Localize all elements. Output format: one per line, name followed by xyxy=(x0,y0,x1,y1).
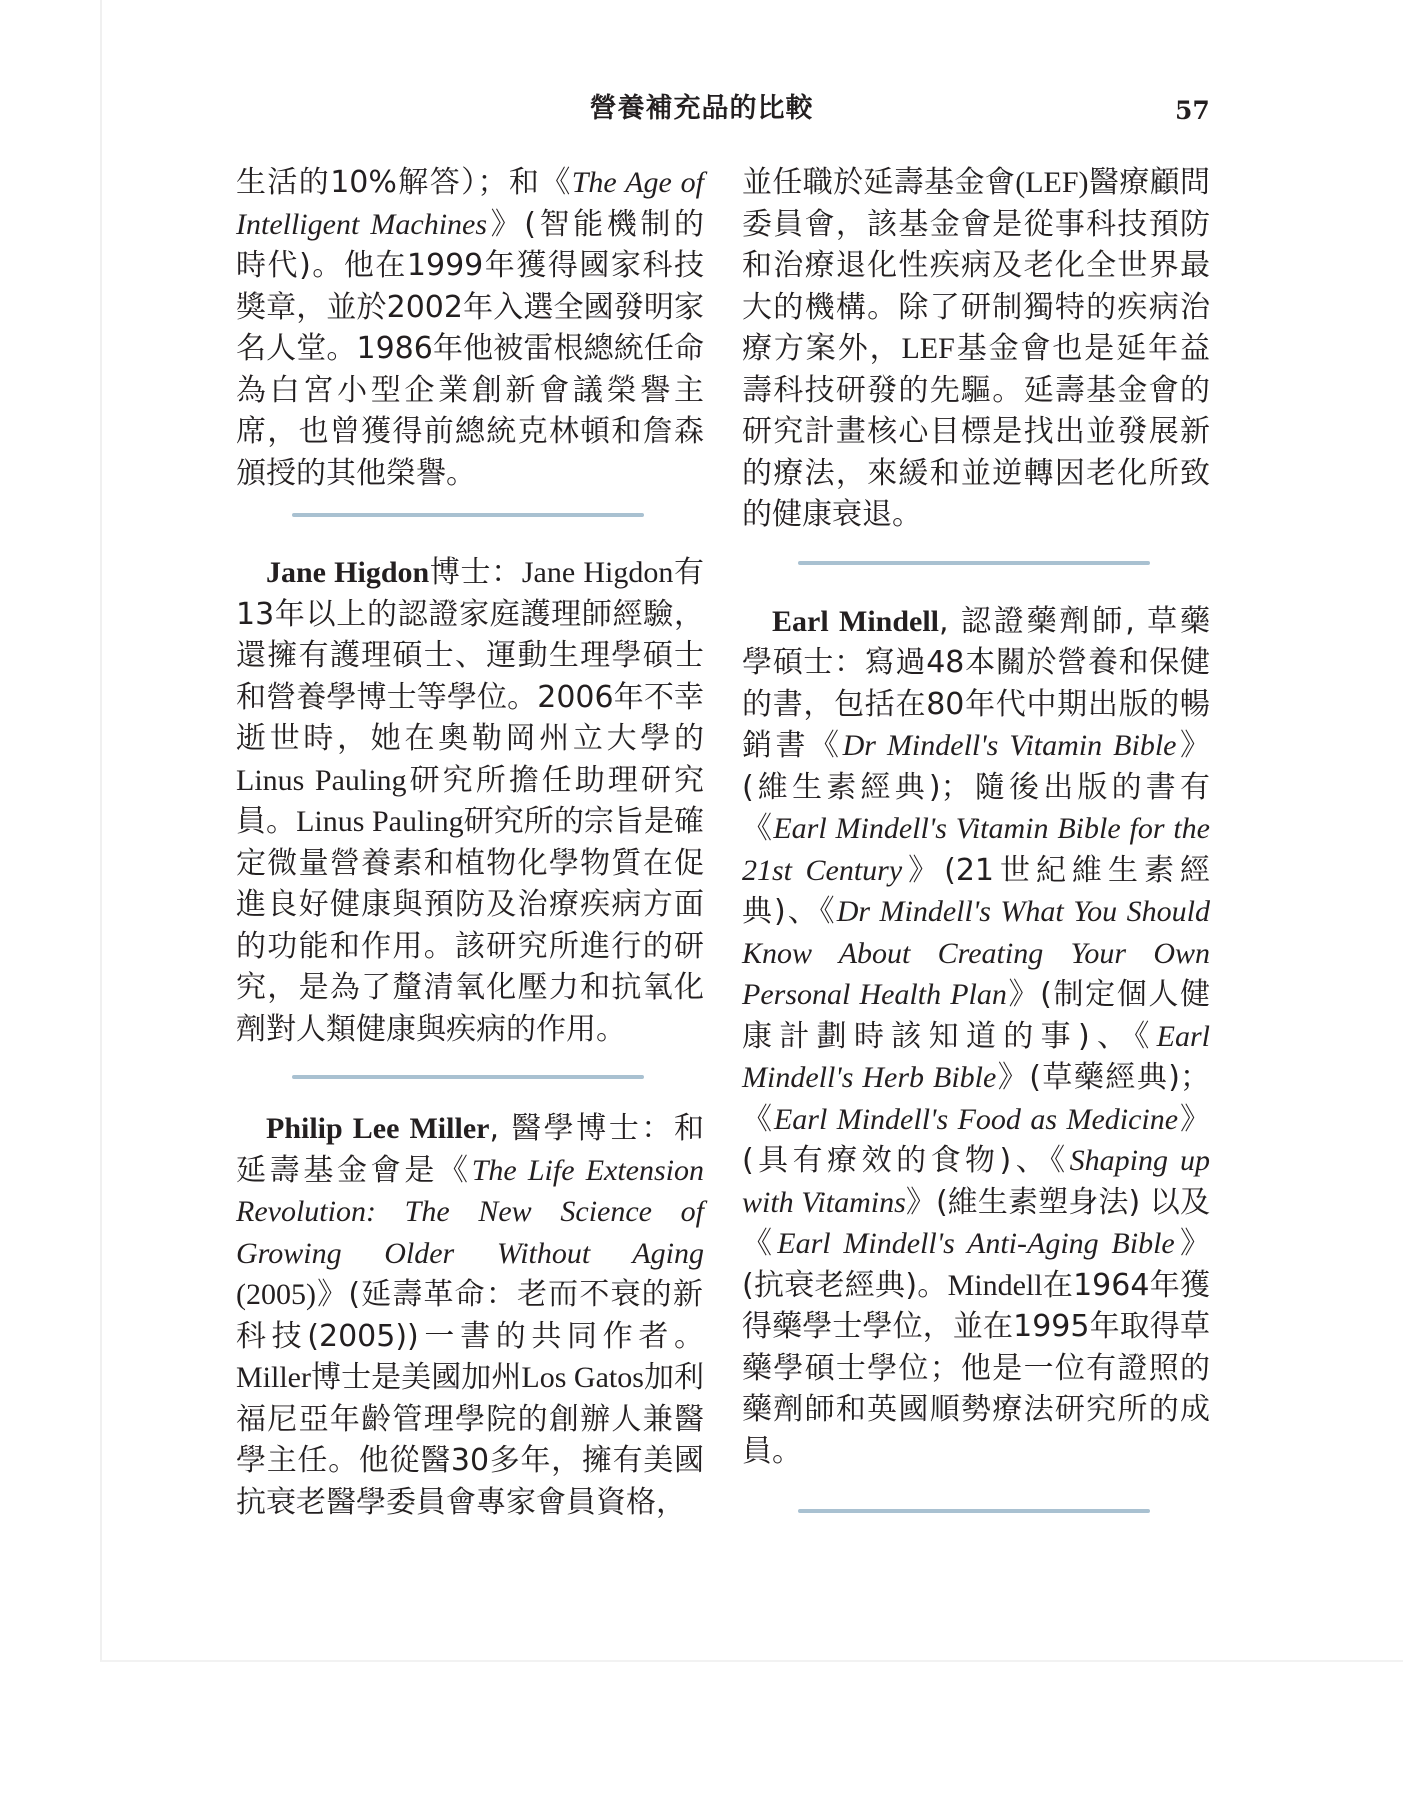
book-title: Dr Mindell's What You Should Know About Creating Your Own Personal Health Plan xyxy=(742,895,1210,1011)
running-header-title: 營養補充品的比較 xyxy=(589,93,814,124)
right-column xyxy=(742,162,1210,1513)
bio-jane-higdon: Jane Higdon博士：Jane Higdon有13年以上的認證家庭護理師經驗，還擁有護理碩士、運動生理學碩士和營養學博士等學位。2006年不幸逝世時，她在奧勒岡州立大學的Linus Pauling研究所擔任助理研究員。Linus Pauling研究所的宗旨是確定微量營養素和植物化學物質在促進良好健康與預防及治療疾病方面的功能和作用。該研究所進行的研究，是為了釐清氧化壓力和抗氧化劑對人類健康與疾病的作用。 xyxy=(236,555,705,1047)
bio-earl-mindell: Earl Mindell, 認證藥劑師, 草藥學碩士：寫過48本關於營養和保健的書，包括在80年代中期出版的暢銷書《Dr Mindell's Vitamin Bible》(維生素經典)；隨後出版的書有《Earl Mindell's Vitamin Bible for the 21st Century》(21世紀維生素經典)、《Dr Mindell's What You Should Know About Creating Your Own Personal Health Plan》(制定個人健康計劃時該知道的事)、《Earl Mindell's Herb Bible》(草藥經典)；《Earl Mindell's Food as Medicine》(具有療效的食物)、《Shaping up with Vitamins》(維生素塑身法) 以及《Earl Mindell's Anti-Aging Bible》(抗衰老經典)。Mindell在1964年獲得藥學士學位，並在1995年取得草藥學碩士學位；他是一位有證照的藥劑師和英國順勢療法研究所的成員。 xyxy=(742,603,1211,1469)
bio-name: Jane Higdon xyxy=(266,556,430,589)
bio-philip-lee-miller: Philip Lee Miller, 醫學博士：和延壽基金會是《The Life Extension Revolution: The New Science of Growing Older Without Aging (2005)》(延壽革命：老而不衰的新科技(2005))一書的共同作者。Miller博士是美國加州Los Gatos加利福尼亞年齡管理學院的創辦人兼醫學主任。他從醫30多年，擁有美國抗衰老醫學委員會專家會員資格， xyxy=(236,1111,705,1520)
book-title: The Life Extension Revolution: The New Science of Growing Older Without Aging xyxy=(236,1153,704,1270)
book-title: Earl Mindell's Anti-Aging Bible xyxy=(777,1227,1175,1260)
bio-name: Philip Lee Miller xyxy=(266,1112,490,1145)
left-column xyxy=(236,162,704,1523)
book-title: Shaping up with Vitamins xyxy=(742,1144,1210,1219)
book-title: Earl Mindell's Food as Medicine xyxy=(773,1102,1179,1136)
section-divider xyxy=(292,1075,644,1079)
bio-name: Earl Mindell xyxy=(772,604,940,638)
page-number: 57 xyxy=(1175,96,1210,125)
book-title: Earl Mindell's Vitamin Bible for the 21st Century xyxy=(742,812,1210,887)
section-divider xyxy=(798,1509,1150,1513)
section-divider xyxy=(292,513,644,517)
section-divider xyxy=(798,561,1150,565)
book-title: The Age of Intelligent Machines xyxy=(236,166,704,241)
paragraph-continued-miller: 並任職於延壽基金會(LEF)醫療顧問委員會，該基金會是從事科技預防和治療退化性疾病及老化全世界最大的機構。除了研制獨特的疾病治療方案外，LEF基金會也是延年益壽科技研發的先驅。延壽基金會的研究計畫核心目標是找出並發展新的療法，來緩和並逆轉因老化所致的健康衰退。 xyxy=(742,165,1211,532)
book-title: Dr Mindell's Vitamin Bible xyxy=(842,729,1177,762)
paragraph-continued-bio: 生活的10%解答）；和《The Age of Intelligent Machines》(智能機制的時代)。他在1999年獲得國家科技獎章，並於2002年入選全國發明家名人堂。1986年他被雷根總統任命為白宮小型企業創新會議榮譽主席，也曾獲得前總統克林頓和詹森頒授的其他榮譽。 xyxy=(236,165,704,491)
book-title: Earl Mindell's Herb Bible xyxy=(742,1019,1210,1094)
